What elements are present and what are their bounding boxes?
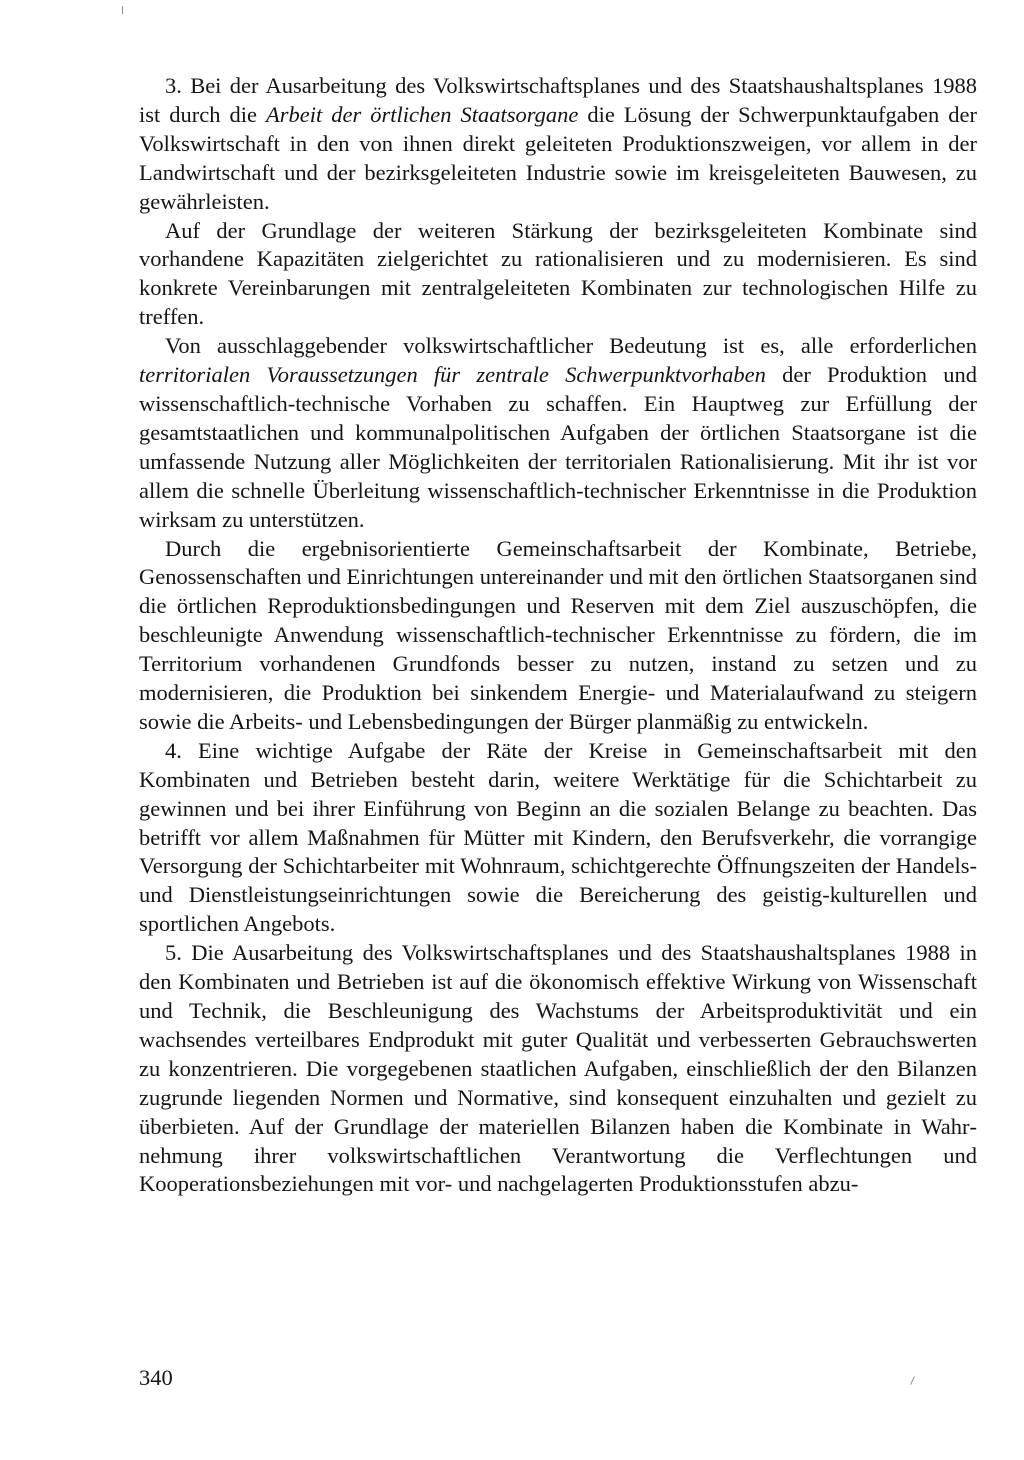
- text-run: Durch die ergebnisorientierte Gemeinschaftsarbeit der Kombinate, Betriebe, Genossenschaften und Einrichtungen untereinander und mit den örtlichen Staatsorganen sind die örtlichen Reproduktionsbedingungen und Reserven mit dem Ziel auszuschöpfen, die beschleunigte Anwendung wissenschaftlich-technischer Erkenntnisse zu fördern, die im Territorium vorhandenen Grundfonds besser zu nutzen, instand zu setzen und zu modernisieren, die Produktion bei sinkendem Energie- und Materialaufwand zu steigern sowie die Arbeits- und Lebensbedingungen der Bürger planmäßig zu entwickeln.: [139, 535, 977, 734]
- emphasized-text: Arbeit der örtlichen Staatsorgane: [265, 101, 579, 127]
- emphasized-text: territorialen Voraussetzungen für zentrale Schwerpunktvorhaben: [139, 362, 766, 388]
- scan-speck: [910, 1376, 915, 1385]
- text-run: 3. Bei der Ausarbeitung des Volkswirtschaftsplanes und des Staatshaushaltsplanes 1988 ist durch die: [139, 73, 977, 127]
- paragraph: [139, 535, 977, 737]
- document-body: [139, 72, 977, 1199]
- paragraph: [139, 217, 977, 333]
- text-run: der Produktion und wissenschaftlich-technische Vorhaben zu schaffen. Ein Hauptweg zur Erfüllung der gesamtstaatlichen und kommunalpolitischen Aufgaben der örtlichen Staatsorgane ist die umfassende Nutzung aller Möglichkeiten der territorialen Rationalisierung. Mit ihr ist vor allem die schnelle Überleitung wissenschaftlich-technischer Erkenntnisse in die Produktion wirksam zu unterstützen.: [139, 362, 977, 532]
- paragraph: [139, 332, 977, 534]
- scan-speck: [122, 6, 123, 14]
- text-run: 5. Die Ausarbeitung des Volkswirtschaftsplanes und des Staatshaushaltsplanes 1988 in den Kombinaten und Betrieben ist auf die ökonomisch effektive Wirkung von Wissenschaft und Technik, die Beschleunigung des Wachstums der Arbeitsproduktivität und ein wachsendes verteilbares Endprodukt mit guter Qualität und verbesserten Gebrauchswerten zu konzentrieren. Die vorgegebenen staatlichen Aufgaben, einschließlich der den Bilanzen zugrunde liegenden Normen und Normative, sind konsequent einzuhalten und gezielt zu überbieten. Auf der Grundlage der materiellen Bilanzen haben die Kombinate in Wahrnehmung ihrer volkswirtschaftlichen Verantwortung die Verflechtungen und Kooperationsbeziehungen mit vor- und nachgelagerten Produktionsstufen abzu-: [139, 940, 977, 1197]
- text-run: Auf der Grundlage der weiteren Stärkung der bezirksgeleiteten Kombinate sind vorhandene Kapazitäten zielgerichtet zu rationalisieren und zu modernisieren. Es sind konkrete Vereinbarungen mit zentralgeleiteten Kombinaten zur technologischen Hilfe zu treffen.: [139, 217, 977, 330]
- paragraph: [139, 939, 977, 1199]
- page-number: 340: [139, 1365, 173, 1390]
- paragraph: [139, 737, 977, 939]
- paragraph: [139, 72, 977, 217]
- text-run: Von ausschlaggebender volkswirtschaftlicher Bedeutung ist es, alle erforderlichen: [165, 333, 977, 359]
- text-run: die Lösung der Schwerpunktaufgaben der Volkswirtschaft in den von ihnen direkt geleiteten Produktionszweigen, vor allem in der Landwirtschaft und der bezirksgeleiteten Industrie sowie im kreisgeleiteten Bauwesen, zu gewährleisten.: [139, 101, 977, 214]
- text-run: 4. Eine wichtige Aufgabe der Räte der Kreise in Gemeinschaftsarbeit mit den Kombinaten und Betrieben besteht darin, weitere Werktätige für die Schichtarbeit zu gewinnen und bei ihrer Einführung von Beginn an die sozialen Belange zu beachten. Das betrifft vor allem Maßnahmen für Mütter mit Kindern, den Berufsverkehr, die vorrangige Versorgung der Schichtarbeiter mit Wohnraum, schichtgerechte Öffnungszeiten der Handels- und Dienstleistungseinrichtungen sowie die Bereicherung des geistig-kulturellen und sportlichen Angebots.: [139, 737, 977, 937]
